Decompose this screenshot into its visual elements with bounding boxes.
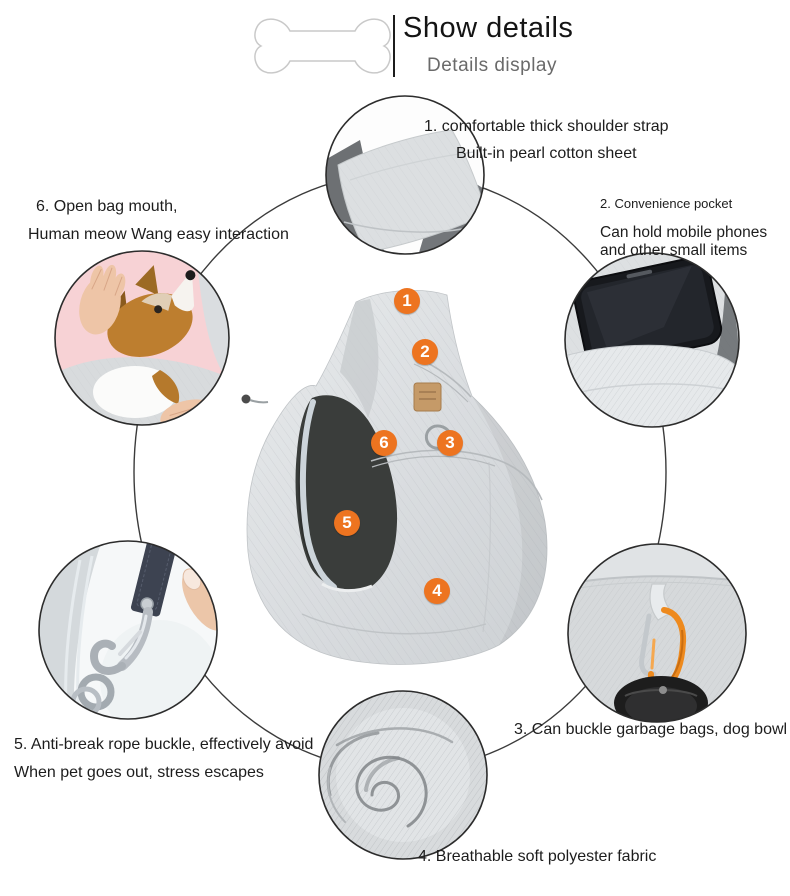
zipper-pull <box>242 395 251 404</box>
callout-6-line-1: 6. Open bag mouth, <box>36 198 178 215</box>
callout-2-heading: 2. Convenience pocket <box>600 196 733 211</box>
callout-3-line-1: 3. Can buckle garbage bags, dog bowl <box>514 721 788 738</box>
main-product-photo-sling-bag <box>242 290 548 664</box>
marker-5: 5 <box>334 510 360 536</box>
callout-6-line-2: Human meow Wang easy interaction <box>28 226 289 243</box>
marker-2: 2 <box>412 339 438 365</box>
callout-2-line-1: Can hold mobile phones <box>600 224 768 241</box>
bag-brand-label <box>414 383 441 411</box>
callout-4-line-1: 4. Breathable soft polyester fabric <box>418 848 657 865</box>
callout-2 <box>600 196 767 260</box>
marker-3: 3 <box>437 430 463 456</box>
detail-photo-phone-in-pocket <box>564 252 742 430</box>
page-title: Show details <box>403 12 574 44</box>
callout-1-line-2: Built-in pearl cotton sheet <box>456 145 637 162</box>
detail-photo-leash-buckle <box>38 523 235 740</box>
page-subtitle: Details display <box>427 55 557 76</box>
callout-1-line-1: 1. comfortable thick shoulder strap <box>424 118 669 135</box>
bone-logo-icon <box>255 19 390 73</box>
callout-5-line-1: 5. Anti-break rope buckle, effectively avoid <box>14 736 314 753</box>
callout-2-line-2: and other small items <box>600 242 748 259</box>
marker-6: 6 <box>371 430 397 456</box>
callout-5-line-2: When pet goes out, stress escapes <box>14 764 264 781</box>
marker-4: 4 <box>424 578 450 604</box>
detail-photo-carabiner-bowl <box>567 543 749 748</box>
marker-1: 1 <box>394 288 420 314</box>
detail-photo-dog-in-sling <box>54 250 232 437</box>
detail-photo-fabric-closeup <box>319 691 489 861</box>
